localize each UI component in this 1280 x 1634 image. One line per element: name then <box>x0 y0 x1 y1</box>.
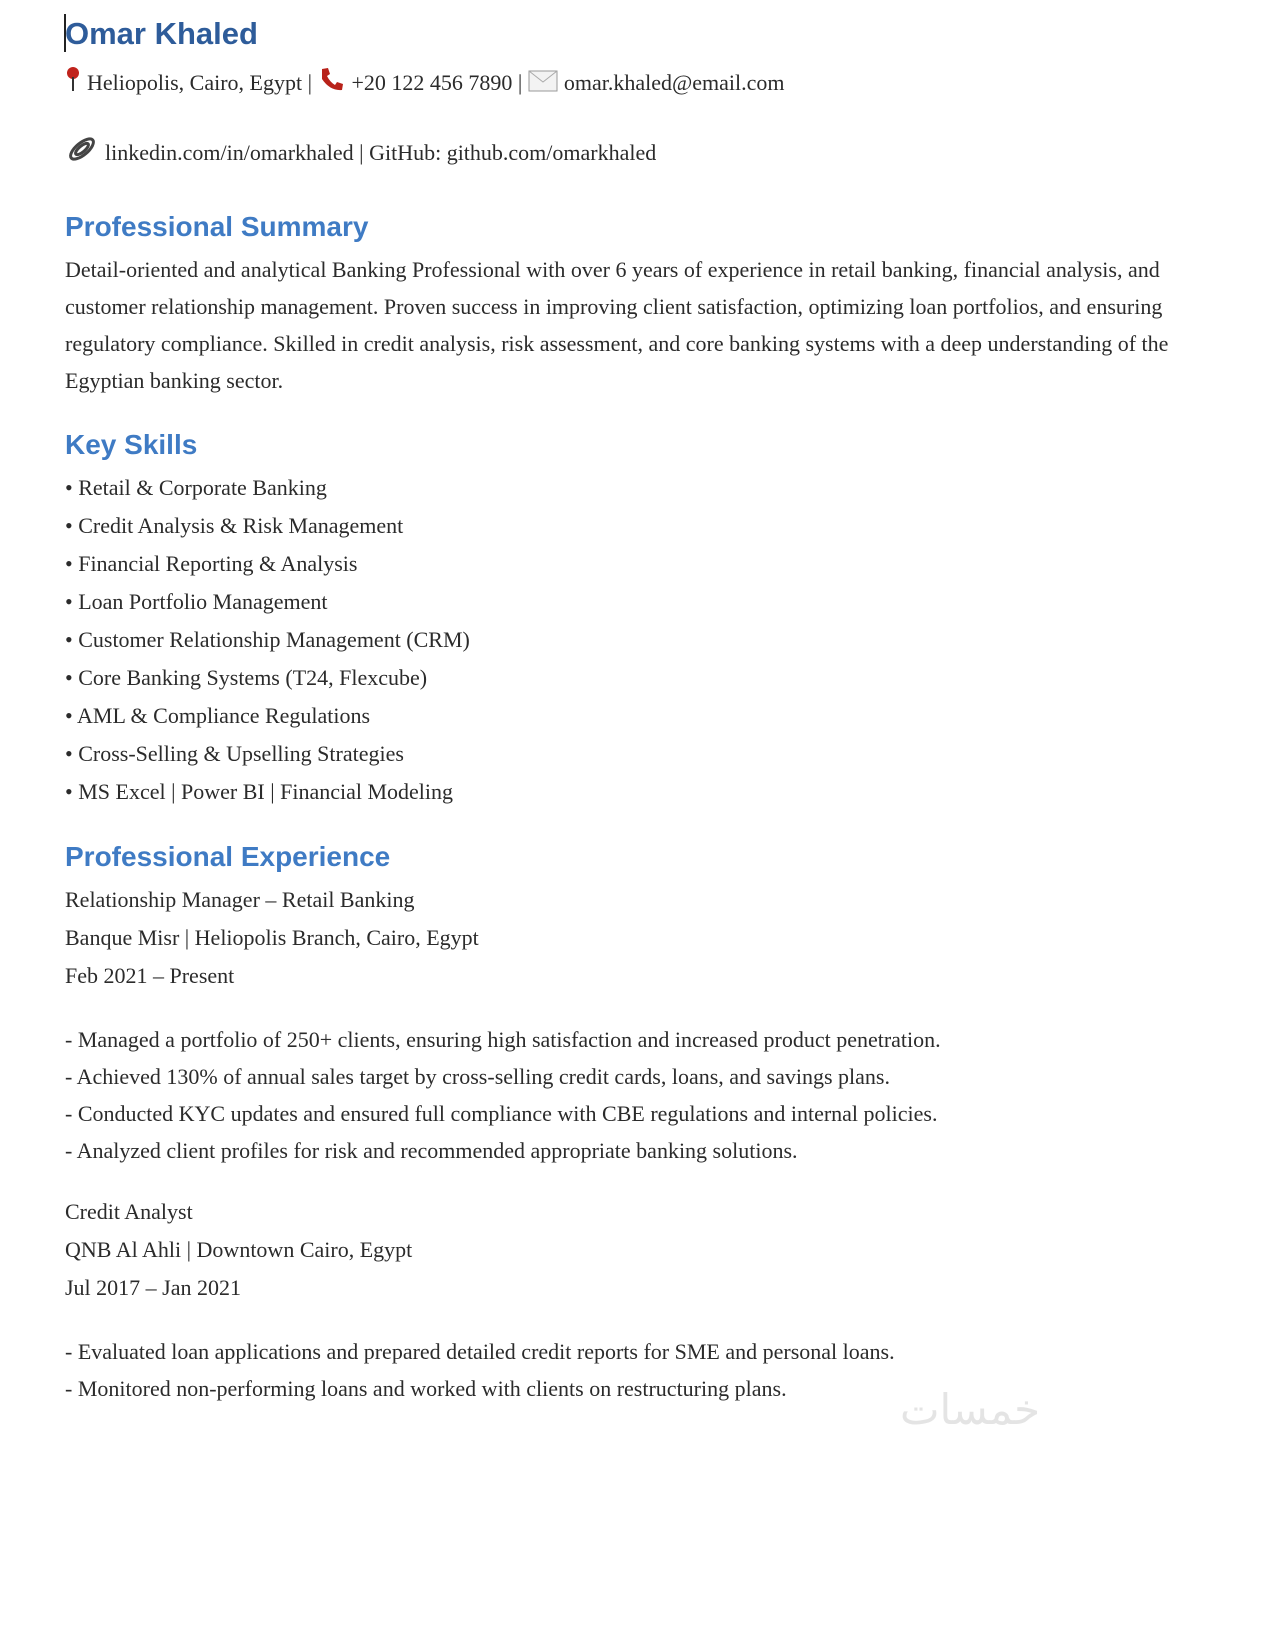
skills-list <box>65 469 1220 811</box>
skill-item: • Retail & Corporate Banking <box>65 474 327 500</box>
paperclip-icon <box>65 135 99 175</box>
skills-heading: Key Skills <box>65 428 198 460</box>
skill-item: • Cross-Selling & Upselling Strategies <box>65 740 404 766</box>
job-bullet: - Managed a portfolio of 250+ clients, ensuring high satisfaction and increased product penetration. <box>65 1026 941 1052</box>
candidate-name: Omar Khaled <box>65 16 258 51</box>
job-bullets <box>65 1021 1215 1169</box>
job-title: Relationship Manager – Retail Banking <box>65 886 415 912</box>
links-line <box>65 134 1220 175</box>
job-dates: Feb 2021 – Present <box>65 962 235 988</box>
job-entry <box>65 1193 1220 1307</box>
job-bullet: - Monitored non-performing loans and worked with clients on restructuring plans. <box>65 1375 787 1401</box>
job-entry <box>65 881 1220 995</box>
watermark-logo: خمسات <box>900 1385 1041 1434</box>
separator: | <box>359 139 364 165</box>
job-title: Credit Analyst <box>65 1198 193 1224</box>
separator: | <box>517 70 523 95</box>
map-pin-icon <box>65 66 81 104</box>
skill-item: • Loan Portfolio Management <box>65 588 328 614</box>
github-link[interactable]: GitHub: github.com/omarkhaled <box>369 139 657 165</box>
job-bullet: - Evaluated loan applications and prepared detailed credit reports for SME and personal loans. <box>65 1338 895 1364</box>
linkedin-link[interactable]: linkedin.com/in/omarkhaled <box>105 139 354 165</box>
skill-item: • Financial Reporting & Analysis <box>65 550 358 576</box>
job-bullet: - Analyzed client profiles for risk and recommended appropriate banking solutions. <box>65 1137 798 1163</box>
skill-item: • MS Excel | Power BI | Financial Modeling <box>65 778 454 804</box>
email-link[interactable]: omar.khaled@email.com <box>563 70 785 95</box>
skill-item: • Customer Relationship Management (CRM) <box>65 626 470 652</box>
envelope-icon <box>528 66 558 104</box>
job-bullets <box>65 1333 1215 1407</box>
skill-item: • Credit Analysis & Risk Management <box>65 512 404 538</box>
job-dates: Jul 2017 – Jan 2021 <box>65 1274 241 1300</box>
skill-item: • AML & Compliance Regulations <box>65 702 371 728</box>
summary-text: Detail-oriented and analytical Banking Professional with over 6 years of experience in retail banking, financial analysis, and customer relationship management. Proven success in improving client satisfaction, optimizing loan portfolios, and ensuring regulatory compliance. Skilled in credit analysis, risk assessment, and core banking systems with a deep understanding of the Egyptian banking sector. <box>65 256 1169 393</box>
job-company: Banque Misr | Heliopolis Branch, Cairo, Egypt <box>65 924 479 950</box>
skill-item: • Core Banking Systems (T24, Flexcube) <box>65 664 428 690</box>
contact-line <box>65 64 1220 104</box>
job-bullet: - Achieved 130% of annual sales target by cross-selling credit cards, loans, and savings plans. <box>65 1063 890 1089</box>
separator: | <box>307 70 312 95</box>
location: Heliopolis, Cairo, Egypt <box>87 70 303 95</box>
summary-heading: Professional Summary <box>65 210 369 242</box>
phone-icon <box>318 66 346 104</box>
job-bullet: - Conducted KYC updates and ensured full compliance with CBE regulations and internal policies. <box>65 1100 938 1126</box>
job-company: QNB Al Ahli | Downtown Cairo, Egypt <box>65 1236 413 1262</box>
experience-heading: Professional Experience <box>65 840 391 872</box>
phone-number: +20 122 456 7890 <box>351 70 513 95</box>
